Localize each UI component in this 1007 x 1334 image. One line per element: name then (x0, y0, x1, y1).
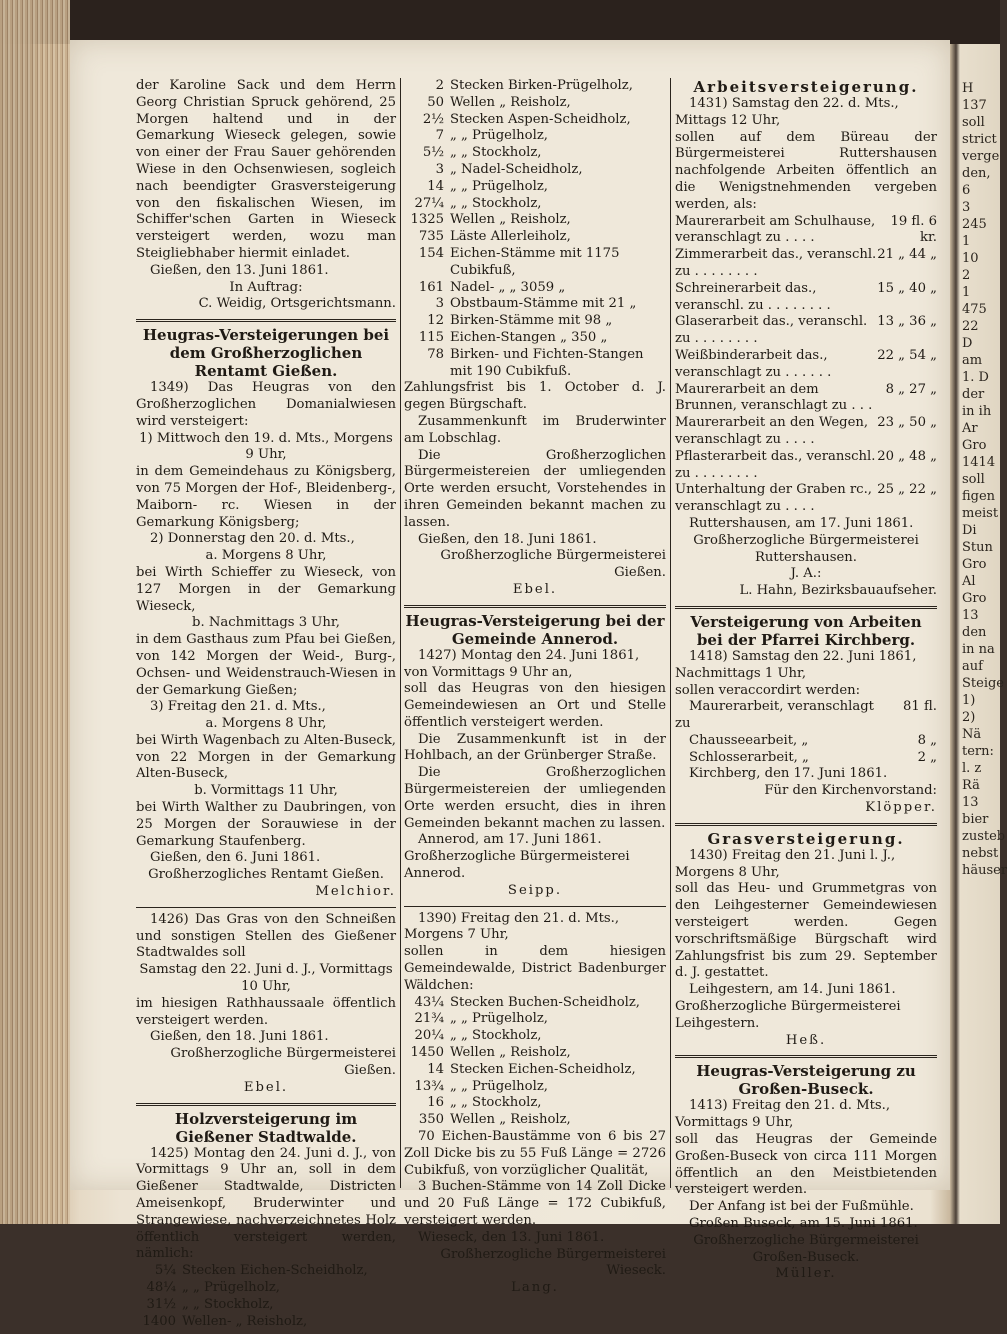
text-line: Großherzogliche Bürgermeisterei Wieseck. (440, 1246, 666, 1279)
column-1 (136, 78, 396, 1334)
text-line: Ruttershausen, am 17. Juni 1861. (689, 515, 914, 531)
quantity: 7 (435, 128, 444, 144)
quantity: 350 (418, 1112, 444, 1128)
cost-label: Schlosserarbeit, „ (689, 749, 809, 765)
quantity: 50 (427, 94, 444, 110)
column-rule-2 (670, 78, 671, 1188)
text-line: 1418) Samstag den 22. Juni 1861, Nachmittags 1 Uhr, (675, 648, 917, 681)
fragment-line: 1 (962, 234, 971, 249)
fragment-line: Gro (962, 557, 987, 572)
fragment-line: am (962, 353, 983, 368)
item-text: Läste Allerleiholz, (450, 229, 571, 245)
list-item (404, 347, 666, 381)
quantity: 115 (418, 329, 444, 345)
cost-label: Maurerarbeit an den Wegen, veranschlagt zu . . . . (675, 415, 869, 447)
fragment-line: Ar (962, 421, 978, 436)
text-line: Großherzogliche Bürgermeisterei Leihgestern. (675, 999, 901, 1031)
item-text: Birken-Stämme mit 98 „ (450, 313, 613, 329)
text-line: Zahlungsfrist bis 1. October d. J. gegen Bürgschaft. (404, 380, 666, 413)
item-text: Obstbaum-Stämme mit 21 „ (450, 296, 637, 312)
fragment-line: 22 (962, 319, 979, 334)
text-line: b. Nachmittags 3 Uhr, (192, 615, 340, 631)
fragment-line: verge (962, 149, 1000, 164)
text-line: 70 Eichen-Baustämme von 6 bis 27 Zoll Dicke bis zu 55 Fuß Länge = 2726 Cubikfuß, von vorzüglicher Qualität, (404, 1129, 666, 1178)
text-line: Großherzogliche Bürgermeisterei Gießen. (170, 1046, 396, 1079)
text-line: 1426) Das Gras von den Schneißen und sonstigen Stellen des Gießener Stadtwaldes soll (136, 911, 396, 961)
intro-signature: C. Weidig, Ortsgerichtsmann. (198, 296, 396, 312)
text-line: Großherzogliches Rentamt Gießen. (148, 867, 384, 883)
text-line: bei Wirth Schieffer zu Wieseck, von 127 Morgen in der Gemarkung Wieseck, (136, 564, 396, 614)
cost-value: 15 „ 40 „ (877, 280, 937, 296)
text-line: 1425) Montag den 24. Juni d. J., von Vormittags 9 Uhr an, soll in dem Gießener Stadtwalde, Districten Ameisenkopf, Bruderwinter und Strangewiese, nachverzeichnetes Holz öffentlich versteigert werden, nämlich: (136, 1145, 396, 1262)
signature: Lang. (511, 1280, 559, 1296)
cost-label: Glaserarbeit das., veranschl. zu . . . . . . . . (675, 314, 868, 347)
text-line: soll das Heugras der Gemeinde Großen-Buseck von circa 111 Morgen öffentlich an den Meistbietenden versteigert werden. (675, 1132, 937, 1198)
text-line: Die Großherzoglichen Bürgermeistereien der umliegenden Orte werden ersucht, Vorstehendes in ihren Gemeinden bekannt machen zu lassen. (404, 447, 666, 530)
text-line: 1430) Freitag den 21. Juni l. J., Morgens 8 Uhr, (675, 847, 896, 880)
text-line: Leihgestern, am 14. Juni 1861. (689, 982, 896, 998)
cost-row (675, 449, 937, 483)
cost-value: 13 „ 36 „ (877, 314, 937, 330)
item-text: Stecken Eichen-Scheidholz, (450, 1061, 636, 1077)
signature: Ebel. (512, 581, 558, 597)
item-text: „ „ Prügelholz, (182, 1280, 280, 1295)
text-line: soll das Heu- und Grummetgras von den Leihgesterner Gemeindewiesen versteigert werden. Gegen vorschriftsmäßige Bürgschaft wird Zahlungsfrist bis zum 29. September d. J. gestattet. (675, 881, 937, 981)
section-annerod (404, 605, 666, 900)
text-line: in dem Gemeindehaus zu Königsberg, von 75 Morgen der Hof-, Bleidenberg-, Maiborn- rc. Wiesen in der Gemarkung Königsberg; (136, 464, 396, 530)
text-line: 1427) Montag den 24. Juni 1861, von Vormittags 9 Uhr an, (404, 647, 640, 680)
cost-value: 2 „ (917, 749, 937, 765)
text-line: Der Anfang ist bei der Fußmühle. (689, 1199, 914, 1215)
list-item (404, 112, 666, 129)
next-page-fragment (962, 80, 1007, 879)
quantity: 2 (435, 78, 444, 93)
list-item (404, 1045, 666, 1062)
list-item (404, 78, 666, 95)
signature: Müller. (775, 1266, 837, 1282)
item-text: „ „ Prügelholz, (450, 128, 548, 144)
cost-value: 19 fl. 6 kr. (890, 213, 937, 246)
list-item (404, 246, 666, 280)
fragment-line: meist (962, 506, 999, 521)
quantity: 154 (418, 245, 444, 261)
text-line: Gießen, den 6. Juni 1861. (150, 850, 321, 866)
scanner-bar (0, 0, 1000, 44)
cost-value: 81 fl. (903, 699, 937, 715)
text-line: Großherzogliche Bürgermeisterei Gießen. (440, 548, 666, 581)
fragment-line: 13 (962, 795, 979, 810)
text-line: 3) Freitag den 21. d. Mts., (150, 699, 326, 715)
list-item (404, 229, 666, 246)
section-title: Heugras-Versteigerung zu Großen-Buseck. (696, 1062, 916, 1099)
text-line: Zusammenkunft im Bruderwinter am Lobschlag. (404, 413, 666, 446)
page-edges (0, 0, 70, 1224)
text-line: Die Zusammenkunft ist in der Hohlbach, an der Grünberger Straße. (404, 731, 666, 764)
fragment-line: Di (962, 523, 977, 538)
text-line: Großen Buseck, am 15. Juni 1861. (689, 1216, 918, 1232)
section-title: Holzversteigerung im Gießener Stadtwalde. (174, 1109, 358, 1146)
list-item (136, 1297, 396, 1314)
signature: Klöpper. (865, 800, 937, 816)
quantity: 43¼ (414, 994, 444, 1010)
list-item (404, 1028, 666, 1045)
text-line: Gießen, den 18. Juni 1861. (418, 531, 597, 547)
item-text: Eichen-Stangen „ 350 „ (450, 329, 608, 345)
list-item (404, 128, 666, 145)
fragment-line: Nä (962, 727, 982, 742)
list-item (404, 1079, 666, 1096)
fragment-line: auf (962, 659, 983, 674)
text-line: sollen in dem hiesigen Gemeindewalde, District Badenburger Wäldchen: (404, 944, 666, 993)
fragment-line: bier (962, 812, 989, 827)
section-stadtwald-gras (136, 907, 396, 1097)
text-line: sollen veraccordirt werden: (675, 682, 861, 698)
quantity: 13¾ (414, 1078, 444, 1094)
cost-value: 22 „ 54 „ (877, 347, 937, 363)
item-text: „ „ Prügelholz, (450, 1011, 548, 1027)
fragment-line: 1) (962, 693, 976, 708)
cost-value: 21 „ 44 „ (877, 247, 937, 263)
fragment-line: soll (962, 472, 985, 487)
text-line: a. Morgens 8 Uhr, (205, 548, 327, 564)
item-text: Birken- und Fichten-Stangen mit 190 Cubikfuß. (450, 346, 644, 379)
text-line: bei Wirth Wagenbach zu Alten-Buseck, von 22 Morgen in der Gemarkung Alten-Buseck, (136, 732, 396, 782)
list-item (404, 313, 666, 330)
list-item (404, 1112, 666, 1129)
item-text: Stecken Birken-Prügelholz, (450, 78, 633, 93)
list-item (404, 330, 666, 347)
cost-row (675, 348, 937, 382)
text-line: Samstag den 22. Juni d. J., Vormittags 10 Uhr, (139, 962, 393, 995)
section-wieseck-holz (404, 906, 666, 1297)
fragment-line: tern: (962, 744, 994, 759)
quantity: 12 (427, 313, 444, 329)
cost-value: 8 „ 27 „ (885, 381, 937, 397)
cost-label: Schreinerarbeit das., veranschl. zu . . . . . . . . (675, 280, 831, 313)
fragment-line: den (962, 625, 987, 640)
section-title: Grasversteigerung. (707, 829, 905, 848)
fragment-line: 2 (962, 268, 971, 283)
quantity: 2½ (422, 111, 444, 127)
cost-row (675, 281, 937, 315)
quantity: 14 (427, 178, 444, 194)
text-line: soll das Heugras von den hiesigen Gemeindewiesen an Ort und Stelle öffentlich versteigert werden. (404, 681, 666, 730)
fragment-line: Rä (962, 778, 980, 793)
fragment-line: 1 (962, 285, 971, 300)
cost-label: Zimmerarbeit das., veranschl. zu . . . . . . . . (675, 247, 877, 279)
item-text: „ „ Prügelholz, (450, 1078, 548, 1094)
cost-label: Unterhaltung der Graben rc., veranschlagt zu . . . . (675, 482, 872, 515)
cost-label: Maurerarbeit an dem Brunnen, veranschlagt zu . . . (675, 381, 873, 414)
text-line: Großherzogliche Bürgermeisterei Großen-Buseck. (693, 1232, 919, 1265)
item-text: „ „ Stockholz, (182, 1296, 274, 1312)
text-line: 3 Buchen-Stämme von 14 Zoll Dicke und 20 Fuß Länge = 172 Cubikfuß, versteigert werden. (404, 1179, 666, 1228)
quantity: 3 (435, 161, 444, 177)
fragment-line: Gro (962, 438, 987, 453)
list-item (404, 995, 666, 1012)
list-item (136, 1314, 396, 1331)
cost-label: Maurerarbeit am Schulhause, veranschlagt zu . . . . (675, 213, 876, 246)
signature: Seipp. (507, 882, 563, 898)
text-line: 1) Mittwoch den 19. d. Mts., Morgens 9 Uhr, (139, 430, 393, 463)
item-text: „ „ Stockholz, (450, 195, 542, 211)
signature: Heß. (785, 1032, 827, 1048)
item-text: Wellen „ Reisholz, (450, 94, 571, 110)
item-text: „ „ Stockholz, (450, 1028, 542, 1044)
fragment-line: in na (962, 642, 995, 657)
list-item (404, 179, 666, 196)
quantity: 735 (418, 229, 444, 245)
list-item (404, 1011, 666, 1028)
text-line: b. Vormittags 11 Uhr, (194, 783, 338, 799)
column-rule-1 (400, 78, 401, 1188)
fragment-line: Al (962, 574, 976, 589)
fragment-line: 1. D (962, 370, 989, 385)
cost-label: Weißbinderarbeit das., veranschlagt zu . . . . . . (675, 347, 832, 380)
fragment-line: 3 (962, 200, 971, 215)
fragment-line: 137 (962, 98, 987, 113)
quantity: 1325 (410, 212, 444, 228)
list-item (404, 296, 666, 313)
fragment-line: zusteb (962, 829, 1006, 844)
fragment-line: den, (962, 166, 991, 181)
text-line: 1349) Das Heugras von den Großherzoglichen Domanialwiesen wird versteigert: (136, 380, 396, 429)
cost-value: 8 „ (917, 732, 937, 748)
item-text: Wellen „ Reisholz, (450, 1045, 571, 1061)
item-text: Wellen „ Reisholz, (450, 1112, 571, 1128)
text-line: Annerod, am 17. Juni 1861. (418, 832, 602, 848)
text-line: Wieseck, den 13. Juni 1861. (418, 1229, 605, 1245)
fragment-line: soll (962, 115, 985, 130)
fragment-line: l. z (962, 761, 982, 776)
item-text: „ „ Prügelholz, (450, 178, 548, 194)
quantity: 5½ (422, 145, 444, 161)
fragment-line: 2) (962, 710, 976, 725)
section-leihgestern (675, 823, 937, 1050)
item-text: „ „ Stockholz, (450, 145, 542, 161)
text-line: Gießen, den 18. Juni 1861. (150, 1029, 329, 1045)
intro-date: Gießen, den 13. Juni 1861. (150, 262, 329, 278)
quantity: 161 (418, 279, 444, 295)
item-text: „ Nadel-Scheidholz, (450, 161, 583, 177)
cost-row (675, 382, 937, 416)
text-line: 1390) Freitag den 21. d. Mts., Morgens 7 Uhr, (404, 910, 620, 943)
cost-label: Pflasterarbeit das., veranschl. zu . . . . . . . . (675, 448, 876, 481)
quantity: 20¼ (414, 1028, 444, 1044)
fragment-line: strict (962, 132, 997, 147)
column-2 (404, 78, 666, 1301)
text-line: 1413) Freitag den 21. d. Mts., Vormittags 9 Uhr, (675, 1098, 891, 1131)
fragment-line: 13 (962, 608, 979, 623)
intro-text: der Karoline Sack und dem Herrn Georg Christian Spruck gehörend, 25 Morgen haltend und in der Gemarkung Wieseck gelegen, sowie von einer der Frau Sauer gehörenden Wiese in den Ochsenwiesen, sogleich nach beendigter Grasversteigerung von den fiskalischen Wiesen, im Schiffer'schen Garten in Wieseck versteigert werden, wozu man Steigliebhaber hiermit einladet. (136, 78, 396, 261)
quantity: 14 (427, 1061, 444, 1077)
cost-label: Chausseearbeit, „ (689, 732, 809, 748)
fragment-line: 475 (962, 302, 987, 317)
fragment-line: 6 (962, 183, 971, 198)
cost-row (675, 415, 937, 449)
item-text: Wellen- „ Reisholz, (182, 1313, 308, 1329)
fragment-line: nebst (962, 846, 999, 861)
quantity: 1400 (142, 1313, 176, 1329)
list-item (136, 1280, 396, 1297)
fragment-line: der (962, 387, 985, 402)
cost-row (675, 214, 937, 248)
item-text: Eichen-Stämme mit 1175 Cubikfuß, (450, 245, 620, 278)
text-line: Die Großherzoglichen Bürgermeistereien der umliegenden Orte werden ersucht, dies in ihren Gemeinden bekannt machen zu lassen. (404, 765, 666, 831)
item-text: Stecken Aspen-Scheidholz, (450, 111, 631, 127)
quantity: 31½ (146, 1296, 176, 1312)
section-holzversteigerung (136, 1103, 396, 1331)
fragment-line: Steige (962, 676, 1004, 691)
fragment-line: Gro (962, 591, 987, 606)
cost-label: Maurerarbeit, veranschlagt zu (675, 699, 874, 732)
text-line: sollen auf dem Büreau der Bürgermeisterei Ruttershausen nachfolgende Arbeiten öffentlich an die Wenigstnehmenden vergeben werden, als: (675, 129, 937, 212)
item-text: Stecken Eichen-Scheidholz, (182, 1263, 368, 1279)
list-item (136, 1263, 396, 1280)
cost-row (675, 750, 937, 767)
cost-row (675, 733, 937, 750)
cost-row (675, 482, 937, 516)
signature: L. Hahn, Bezirksbauaufseher. (739, 583, 937, 599)
list-item (404, 162, 666, 179)
section-heugras-rentamt (136, 319, 396, 901)
list-item (404, 1062, 666, 1079)
section-kirchberg (675, 606, 937, 817)
item-text: Wellen „ Reisholz, (450, 212, 571, 228)
cost-row (675, 314, 937, 348)
item-text: „ „ Stockholz, (450, 1095, 542, 1111)
signature: Melchior. (315, 884, 396, 900)
quantity: 48¼ (146, 1280, 176, 1295)
section-title: Heugras-Versteigerungen bei dem Großherzoglichen Rentamt Gießen. (142, 326, 390, 381)
quantity: 27¼ (414, 195, 444, 211)
fragment-line: H (962, 81, 974, 96)
section-title: Heugras-Versteigerung bei der Gemeinde Annerod. (405, 611, 665, 648)
text-line: a. Morgens 8 Uhr, (205, 716, 327, 732)
text-line: Kirchberg, den 17. Juni 1861. (689, 766, 888, 782)
quantity: 21¾ (414, 1011, 444, 1027)
quantity: 78 (427, 346, 444, 362)
cost-row (675, 247, 937, 281)
fragment-line: D (962, 336, 973, 351)
text-line: bei Wirth Walther zu Daubringen, von 25 Morgen der Sorauwiese in der Gemarkung Staufenberg. (136, 800, 396, 849)
cost-value: 20 „ 48 „ (877, 448, 937, 464)
cost-value: 25 „ 22 „ (877, 482, 937, 498)
text-line: 2) Donnerstag den 20. d. Mts., (150, 531, 355, 547)
text-line: Für den Kirchenvorstand: (764, 783, 937, 799)
quantity: 3 (435, 296, 444, 312)
fragment-line: 1414 (962, 455, 996, 470)
item-text: Nadel- „ „ 3059 „ (450, 279, 566, 295)
text-line: 1431) Samstag den 22. d. Mts., Mittags 12 Uhr, (675, 96, 899, 128)
fragment-line: häuser (962, 863, 1007, 878)
intro-auftrag: In Auftrag: (229, 279, 303, 295)
signature: Ebel. (243, 1079, 289, 1095)
text-line: Großherzogliche Bürgermeisterei Annerod. (404, 849, 630, 882)
item-text: Stecken Buchen-Scheidholz, (450, 994, 640, 1010)
cost-value: 23 „ 50 „ (877, 415, 937, 431)
fragment-line: 10 (962, 251, 979, 266)
list-item (404, 95, 666, 112)
column-3 (675, 78, 937, 1287)
list-item (404, 280, 666, 297)
text-line: in dem Gasthaus zum Pfau bei Gießen, von 142 Morgen der Weid-, Burg-, Ochsen- und Weidenstrauch-Wiesen in der Gemarkung Gießen; (136, 632, 396, 698)
fragment-line: figen (962, 489, 996, 504)
list-item (404, 212, 666, 229)
quantity: 16 (427, 1095, 444, 1111)
fragment-line: in ih (962, 404, 992, 419)
text-line: im hiesigen Rathhaussaale öffentlich versteigert werden. (136, 995, 396, 1028)
section-title: Versteigerung von Arbeiten bei der Pfarrei Kirchberg. (690, 612, 922, 649)
fragment-line: Stun (962, 540, 993, 555)
section-title: Arbeitsversteigerung. (693, 78, 919, 96)
quantity: 5¼ (154, 1263, 176, 1279)
list-item (404, 145, 666, 162)
list-item (404, 1095, 666, 1112)
text-line: J. A.: (790, 566, 822, 582)
fragment-line: 245 (962, 217, 987, 232)
quantity: 1450 (410, 1045, 444, 1061)
section-grossen-buseck (675, 1055, 937, 1283)
cost-row (675, 699, 937, 733)
text-line: Großherzogliche Bürgermeisterei Ruttershausen. (693, 532, 919, 565)
list-item (404, 196, 666, 213)
